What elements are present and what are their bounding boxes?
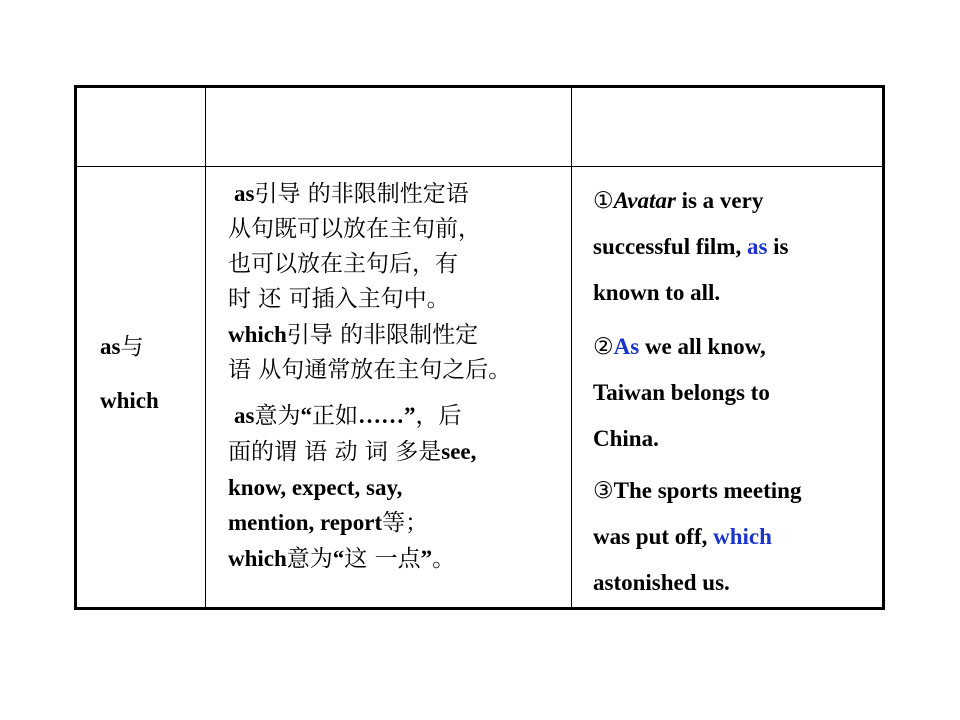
- keyword-which: which: [713, 524, 772, 549]
- term-which: which: [100, 388, 159, 413]
- example-2-line-1: ②As we all know,: [593, 334, 766, 360]
- rule-p2-line-3: know, expect, say,: [228, 475, 403, 500]
- example-3-line-3: astonished us.: [593, 570, 730, 595]
- example-2-line-2: Taiwan belongs to: [593, 380, 770, 405]
- rule-p2-line-5: which意为“这 一点”。: [228, 546, 456, 572]
- row-divider: [77, 166, 882, 167]
- circled-number-3: ③: [593, 478, 614, 504]
- example-1-line-2: successful film, as is: [593, 234, 789, 259]
- rule-p1-line-4: 时 还 可插入主句中。: [228, 286, 450, 312]
- rule-p2-line-2: 面的谓 语 动 词 多是see,: [228, 439, 477, 465]
- rule-paragraph-gap: [228, 388, 511, 398]
- example-2-line-3: China.: [593, 426, 659, 451]
- term-as: as: [100, 334, 121, 359]
- circled-number-2: ②: [593, 334, 614, 360]
- rule-cell: [228, 176, 511, 577]
- example-3-line-2: was put off, which: [593, 524, 772, 549]
- rule-p2-line-4: mention, report等；: [228, 510, 429, 536]
- example-1-line-1: ①Avatar is a very: [593, 188, 764, 214]
- example-1-line-3: known to all.: [593, 280, 721, 305]
- movie-title: Avatar: [613, 188, 676, 213]
- rule-p1-line-1: as引导 的非限制性定语: [234, 181, 469, 207]
- example-gap-1: [593, 316, 801, 324]
- term-yu: 与: [120, 334, 144, 360]
- term-line-1: [100, 320, 159, 374]
- example-3-line-1: ③The sports meeting: [593, 478, 802, 504]
- rule-p1-line-5: which引导 的非限制性定: [228, 322, 479, 348]
- circled-number-1: ①: [593, 188, 614, 214]
- term-cell: [100, 320, 159, 428]
- rule-p1-line-3: 也可以放在主句后，有: [228, 251, 458, 277]
- keyword-as: as: [746, 234, 768, 259]
- keyword-as-capital: As: [613, 334, 640, 359]
- rule-p1-line-2: 从句既可以放在主句前，: [228, 216, 481, 242]
- rule-p1-line-6: 语 从句通常放在主句之后。: [228, 357, 512, 383]
- grammar-comparison-table: [74, 85, 885, 610]
- example-cell: [593, 178, 801, 606]
- rule-p2-line-1: as意为“正如……”，后: [234, 403, 462, 429]
